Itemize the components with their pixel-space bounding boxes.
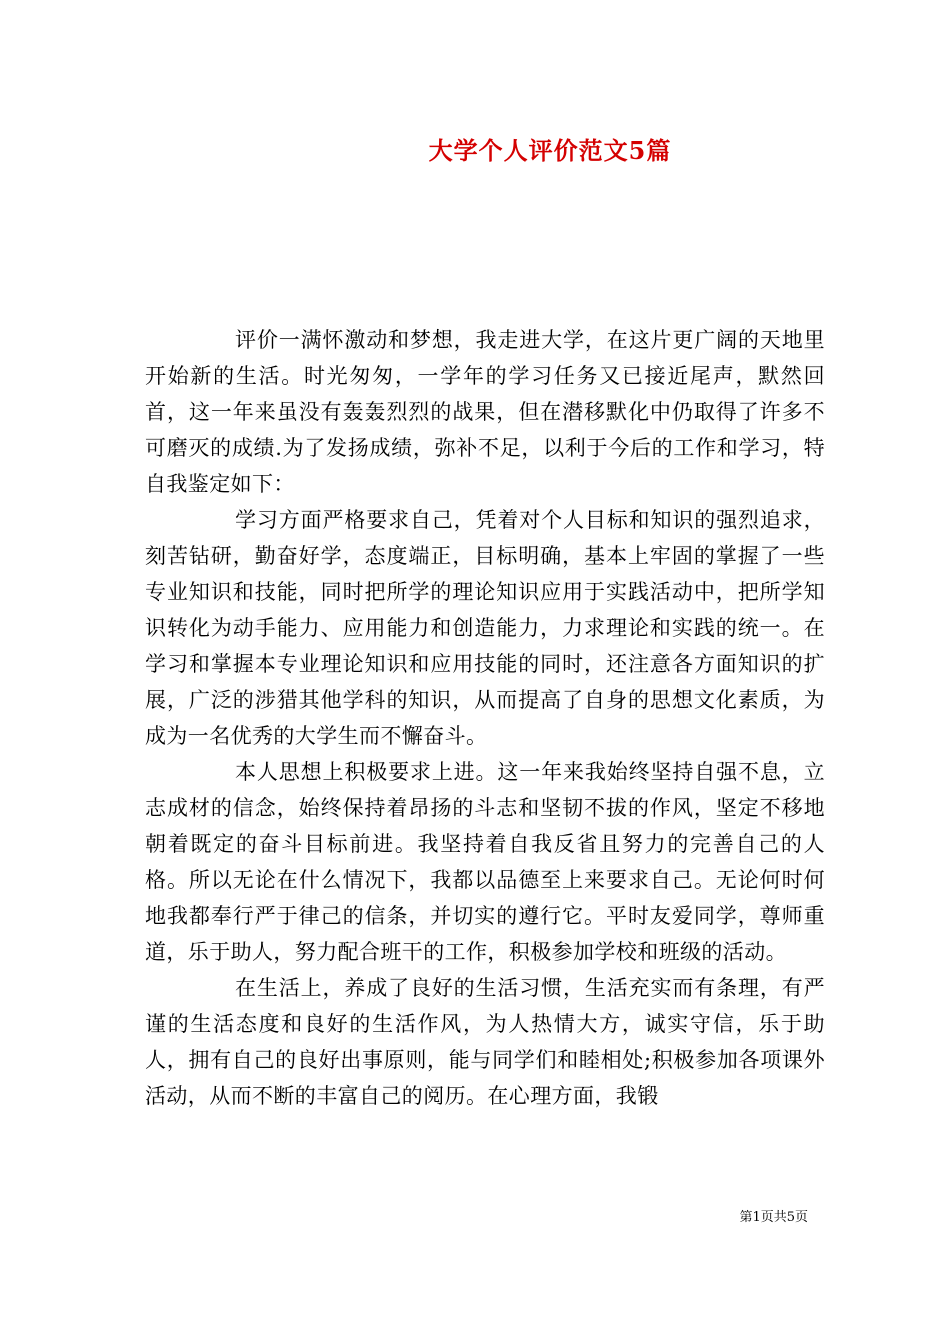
page-number-footer: 第1页共5页 xyxy=(739,1210,808,1225)
paragraph-1: 评价一满怀激动和梦想，我走进大学，在这片更广阔的天地里开始新的生活。时光匆匆，一学年的学习任务又已接近尾声，默然回首，这一年来虽没有轰轰烈烈的战果，但在潜移默化中仍取得了许多不可磨灭的成绩.为了发扬成绩，弥补不足，以利于今后的工作和学习，特自我鉴定如下： xyxy=(145,328,825,496)
paragraph-2: 学习方面严格要求自己，凭着对个人目标和知识的强烈追求，刻苦钻研，勤奋好学，态度端正，目标明确，基本上牢固的掌握了一些专业知识和技能，同时把所学的理论知识应用于实践活动中，把所学知识转化为动手能力、应用能力和创造能力，力求理论和实践的统一。在学习和掌握本专业理论知识和应用技能的同时，还注意各方面知识的扩展，广泛的涉猎其他学科的知识，从而提高了自身的思想文化素质，为成为一名优秀的大学生而不懈奋斗。 xyxy=(145,508,825,748)
paragraph-4: 在生活上，养成了良好的生活习惯，生活充实而有条理，有严谨的生活态度和良好的生活作风，为人热情大方，诚实守信，乐于助人，拥有自己的良好出事原则，能与同学们和睦相处;积极参加各项课外活动，从而不断的丰富自己的阅历。在心理方面，我锻 xyxy=(145,976,825,1108)
paragraph-3: 本人思想上积极要求上进。这一年来我始终坚持自强不息，立志成材的信念，始终保持着昂扬的斗志和坚韧不拔的作风，坚定不移地朝着既定的奋斗目标前进。我坚持着自我反省且努力的完善自己的人格。所以无论在什么情况下，我都以品德至上来要求自己。无论何时何地我都奉行严于律己的信条，并切实的遵行它。平时友爱同学，尊师重道，乐于助人，努力配合班干的工作，积极参加学校和班级的活动。 xyxy=(145,760,825,964)
document-body xyxy=(145,322,825,1114)
page-title: 大学个人评价范文5篇 xyxy=(428,136,672,165)
